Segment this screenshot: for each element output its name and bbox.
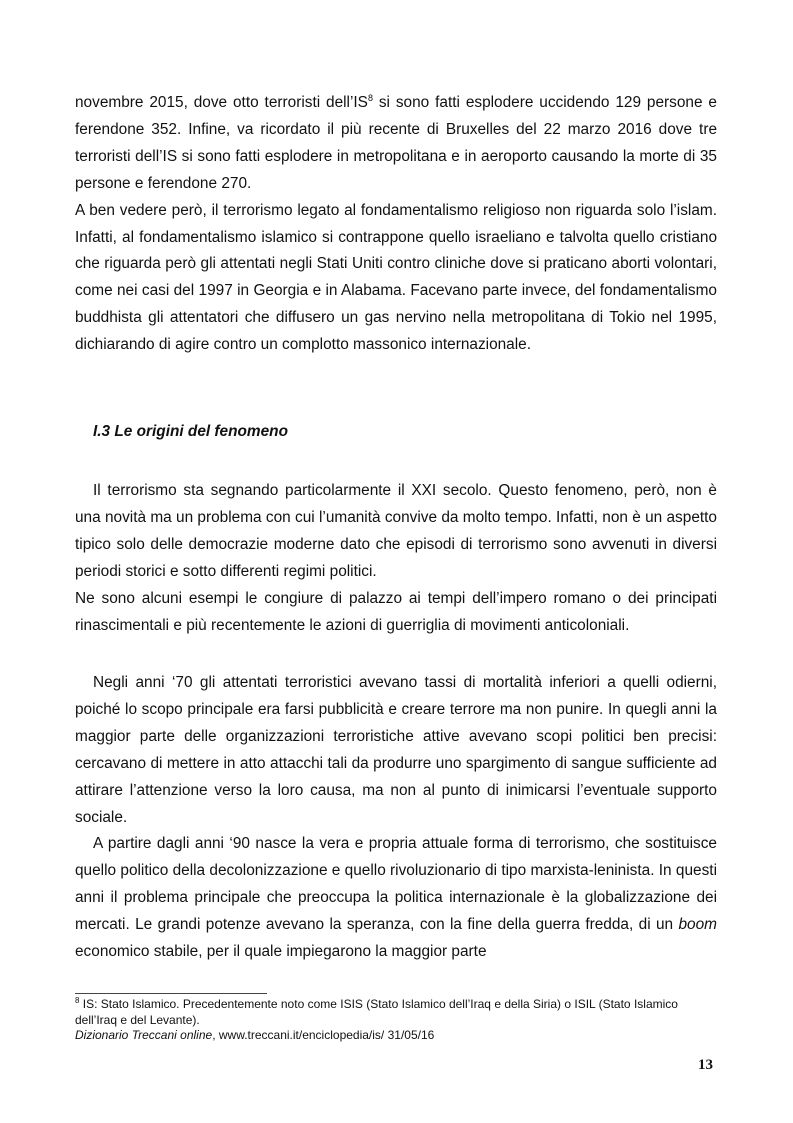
footnote-body: IS: Stato Islamico. Precedentemente noto come ISIS (Stato Islamico dell’Iraq e della Siria) o ISIL (Stato Islamico dell’Iraq e del Levante). [75, 997, 678, 1027]
footnote-number: 8 [75, 996, 80, 1005]
footnote-source-link[interactable]: , www.treccani.it/enciclopedia/is/ 31/05/16 [212, 1028, 435, 1042]
section-heading: I.3 Le origini del fenomeno [93, 423, 288, 440]
paragraph: Ne sono alcuni esempi le congiure di palazzo ai tempi dell’impero romano o dei principati rinascimentali e più recentemente le azioni di guerriglia di movimenti anticoloniali. [75, 589, 717, 634]
paragraph-text: si sono fatti esplodere uccidendo 129 persone e ferendone 352. Infine, va ricordato il più recente di Bruxelles del 22 marzo 2016 dove tre terroristi dell’IS si sono fatti esplodere in metropolitana e in aeroporto causando la morte di 35 persone e ferendone 270. [75, 94, 717, 192]
footnote-separator [75, 993, 267, 994]
paragraph-text: novembre 2015, dove otto terroristi dell’IS [75, 94, 368, 111]
paragraph: Il terrorismo sta segnando particolarmente il XXI secolo. Questo fenomeno, però, non è una novità ma un problema con cui l’umanità convive da molto tempo. Infatti, non è un aspetto tipico solo delle democrazie moderne dato che episodi di terrorismo sono avvenuti in diversi periodi storici e sotto differenti regimi politici. [75, 482, 717, 580]
paragraph: A ben vedere però, il terrorismo legato al fondamentalismo religioso non riguarda solo l’islam. Infatti, al fondamentalismo islamico si contrappone quello israeliano e talvolta quello cristiano che riguarda però gli attentati negli Stati Uniti contro cliniche dove si praticano aborti volontari, come nei casi del 1997 in Georgia e in Alabama. Facevano parte invece, del fondamentalismo buddhista gli attentatori che diffusero un gas nervino nella metropolitana di Tokio nel 1995, dichiarando di agire contro un complotto massonico internazionale. [75, 201, 717, 354]
body-block-intro [75, 90, 717, 359]
paragraph-text: economico stabile, per il quale impiegarono la maggior parte [75, 943, 487, 961]
body-block-history [75, 670, 717, 966]
page-number: 13 [698, 1057, 713, 1073]
paragraph: Negli anni ‘70 gli attentati terroristici avevano tassi di mortalità inferiori a quelli odierni, poiché lo scopo principale era farsi pubblicità e creare terrore ma non punire. In quegli anni la maggior parte delle organizzazioni terroristiche attive avevano scopi politici ben precisi: cercavano di mettere in atto attacchi tali da produrre uno spargimento di sangue sufficiente ad attirare l’attenzione verso la loro causa, ma non al punto di inimicarsi l’eventuale supporto sociale. [75, 674, 717, 826]
footnote-reference[interactable]: 8 [367, 92, 373, 103]
footnote-source-title: Dizionario Treccani online [75, 1028, 213, 1042]
footnote-source [75, 1028, 717, 1044]
emphasis-text: boom [678, 916, 717, 934]
paragraph [75, 90, 717, 198]
body-block-origins [75, 478, 717, 639]
footnote [75, 997, 717, 1044]
paragraph [75, 831, 717, 966]
paragraph-text: A partire dagli anni ‘90 nasce la vera e propria attuale forma di terrorismo, che sostituisce quello politico della decolonizzazione e quello rivoluzionario di tipo marxista-leninista. In questi anni il problema principale che preoccupa la politica internazionale è la globalizzazione dei mercati. Le grandi potenze avevano la speranza, con la fine della guerra fredda, di un [75, 835, 717, 934]
footnote-text [75, 997, 717, 1028]
